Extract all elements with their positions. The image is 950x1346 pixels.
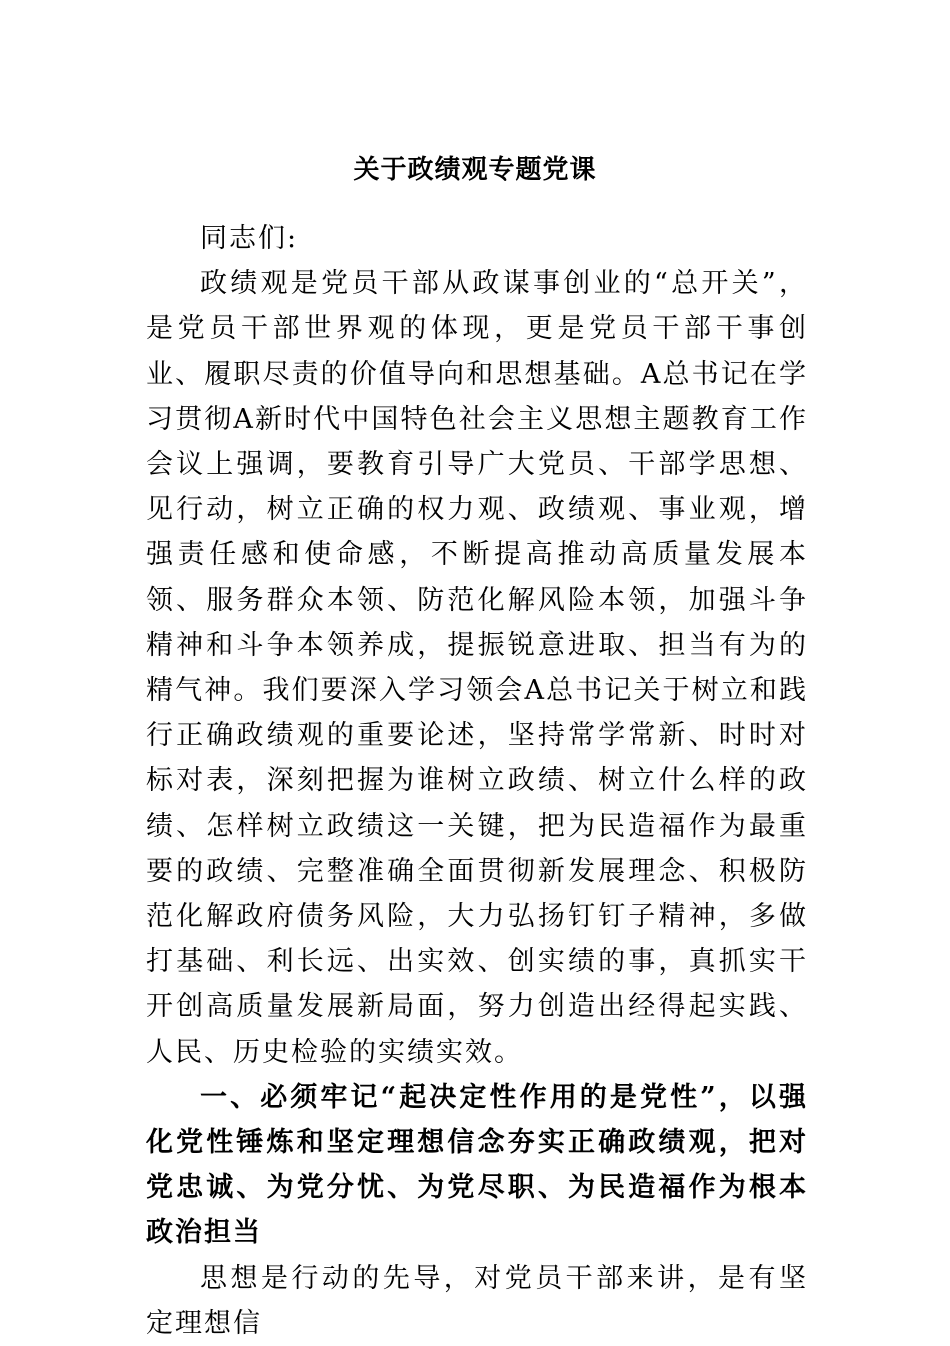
document-title: 关于政绩观专题党课: [353, 155, 597, 185]
closing-paragraph: 思想是行动的先导，对党员干部来讲，是有坚定理想信: [146, 1262, 808, 1339]
salutation: 同志们:: [200, 223, 299, 254]
intro-paragraph: 政绩观是党员干部从政谋事创业的“总开关”，是党员干部世界观的体现，更是党员干部干事创业、履职尽责的价值导向和思想基础。A总书记在学习贯彻A新时代中国特色社会主义思想主题教育工作会议上强调，要教育引导广大党员、干部学思想、见行动，树立正确的权力观、政绩观、事业观，增强责任感和使命感，不断提高推动高质量发展本领、服务群众本领、防范化解风险本领，加强斗争精神和斗争本领养成，提振锐意进取、担当有为的精气神。我们要深入学习领会A总书记关于树立和践行正确政绩观的重要论述，坚持常学常新、时时对标对表，深刻把握为谁树立政绩、树立什么样的政绩、怎样树立政绩这一关键，把为民造福作为最重要的政绩、完整准确全面贯彻新发展理念、积极防范化解政府债务风险，大力弘扬钉钉子精神，多做打基础、利长远、出实效、创实绩的事，真抓实干开创高质量发展新局面，努力创造出经得起实践、人民、历史检验的实绩实效。: [146, 268, 808, 1068]
document-body: [146, 216, 808, 1346]
section-heading: 一、必须牢记“起决定性作用的是党性”，以强化党性锤炼和坚定理想信念夯实正确政绩观，把对党忠诚、为党分忧、为党尽职、为民造福作为根本政治担当: [146, 1081, 808, 1249]
